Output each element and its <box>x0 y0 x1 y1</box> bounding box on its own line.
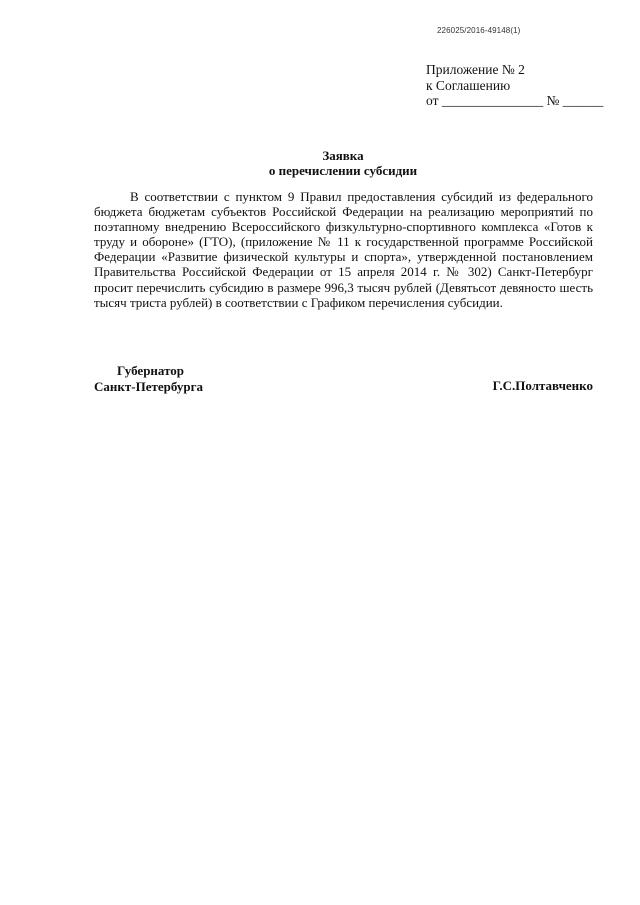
title-line-1: Заявка <box>322 148 364 163</box>
document-id: 226025/2016-49148(1) <box>437 26 521 35</box>
document-title <box>0 148 640 178</box>
appendix-date-number: от _______________ № ______ <box>426 93 604 108</box>
appendix-agreement: к Соглашению <box>426 77 511 93</box>
body-paragraph: В соответствии с пунктом 9 Правил предоставления субсидий из федерального бюджета бюджетам субъектов Российской Федерации на реализацию мероприятий по поэтапному внедрению Всероссийского физкультурно-спортивного комплекса «Готов к труду и обороне» (ГТО), (приложение № 11 к государственной программе Российской Федерации «Развитие физической культуры и спорта», утвержденной постановлением Правительства Российской Федерации от 15 апреля 2014 г. № 302) Санкт-Петербург просит перечислить субсидию в размере 996,3 тысяч рублей (Девятьсот девяносто шесть тысяч триста рублей) в соответствии с Графиком перечисления субсидии. <box>94 189 593 310</box>
title-line-2: о перечислении субсидии <box>268 163 418 178</box>
appendix-number: Приложение № 2 <box>426 62 525 77</box>
signatory-name: Г.С.Полтавченко <box>492 378 593 393</box>
position-region: Санкт-Петербурга <box>94 378 203 394</box>
appendix-reference <box>426 62 603 109</box>
position-title: Губернатор <box>117 363 185 378</box>
signatory-position <box>94 363 203 394</box>
